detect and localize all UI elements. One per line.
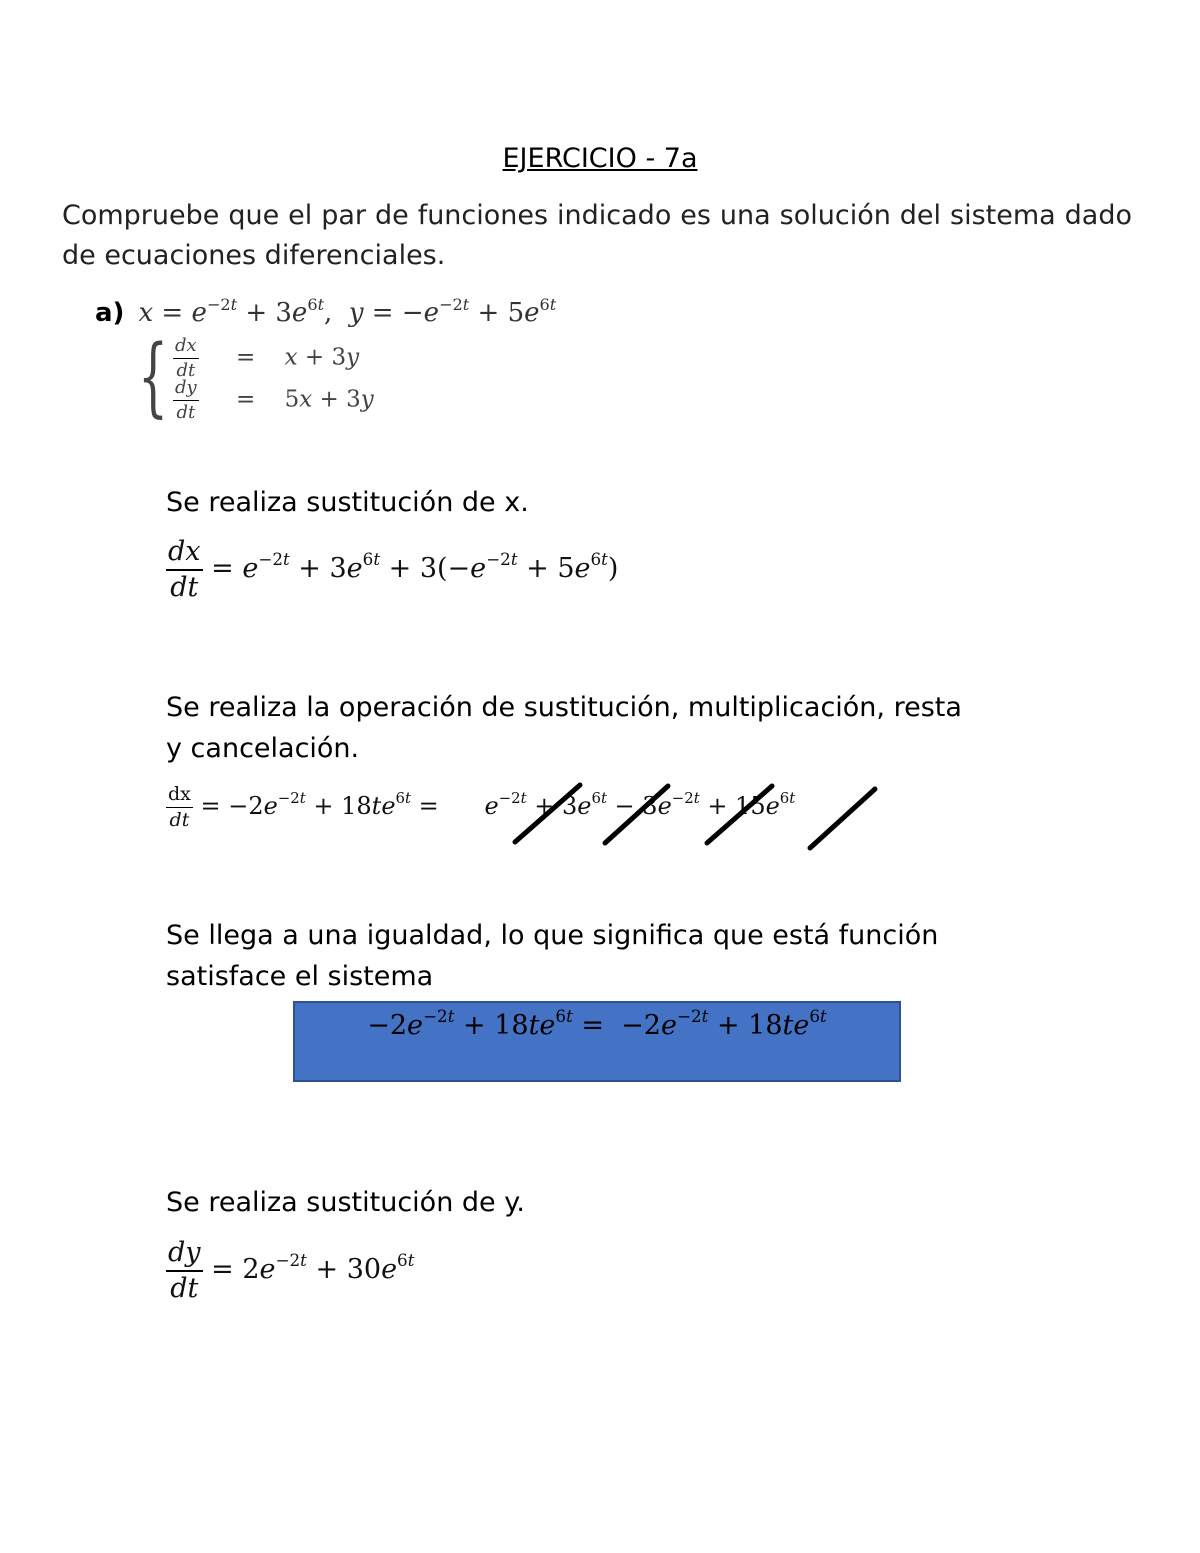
strike-1	[515, 785, 580, 842]
problem-statement: Compruebe que el par de funciones indicado es una solución del sistema dado de ecuaciones diferenciales.	[62, 200, 1132, 271]
step2-equation: $\frac{dx}{dt}$ = $-2e^{-2t} + 18te^{6t}$ = $e^{-2t} + 3e^{6t} - 3e^{-2t} + 15e^{6t}$	[168, 783, 796, 831]
part-a-label: a)	[95, 298, 125, 328]
step4-text: Se realiza sustitución de y.	[166, 1187, 525, 1218]
strike-2	[605, 786, 668, 843]
step1-text: Se realiza sustitución de x.	[166, 487, 529, 518]
part-a-functions: a) $x = e^{-2t} + 3e^{6t}$, $y = -e^{-2t} + 5e^{6t}$	[95, 294, 557, 328]
page-title: EJERCICIO - 7a	[502, 143, 698, 174]
step4-equation: $\frac{dy}{dt}$ = $2e^{-2t} + 30e^{6t}$	[168, 1237, 415, 1304]
result-equation: $-2e^{-2t} + 18te^{6t} = -2e^{-2t} + 18te^{6t}$	[367, 1006, 827, 1041]
brace-symbol: {	[138, 327, 169, 427]
system-eq1: $\frac{dx}{dt}$ = x + 3y	[175, 335, 360, 381]
step2-text: Se realiza la operación de sustitución, multiplicación, resta y cancelación.	[166, 692, 962, 764]
step1-equation: $\frac{dx}{dt}$ = $e^{-2t} + 3e^{6t} + 3(-e^{-2t} + 5e^{6t})$	[168, 536, 619, 603]
step3-text: Se llega a una igualdad, lo que significa que está función satisface el sistema	[166, 920, 939, 992]
strike-4	[810, 789, 875, 848]
system-eq2: $\frac{dy}{dt}$ = 5x + 3y	[175, 377, 374, 423]
strike-3	[707, 786, 772, 843]
